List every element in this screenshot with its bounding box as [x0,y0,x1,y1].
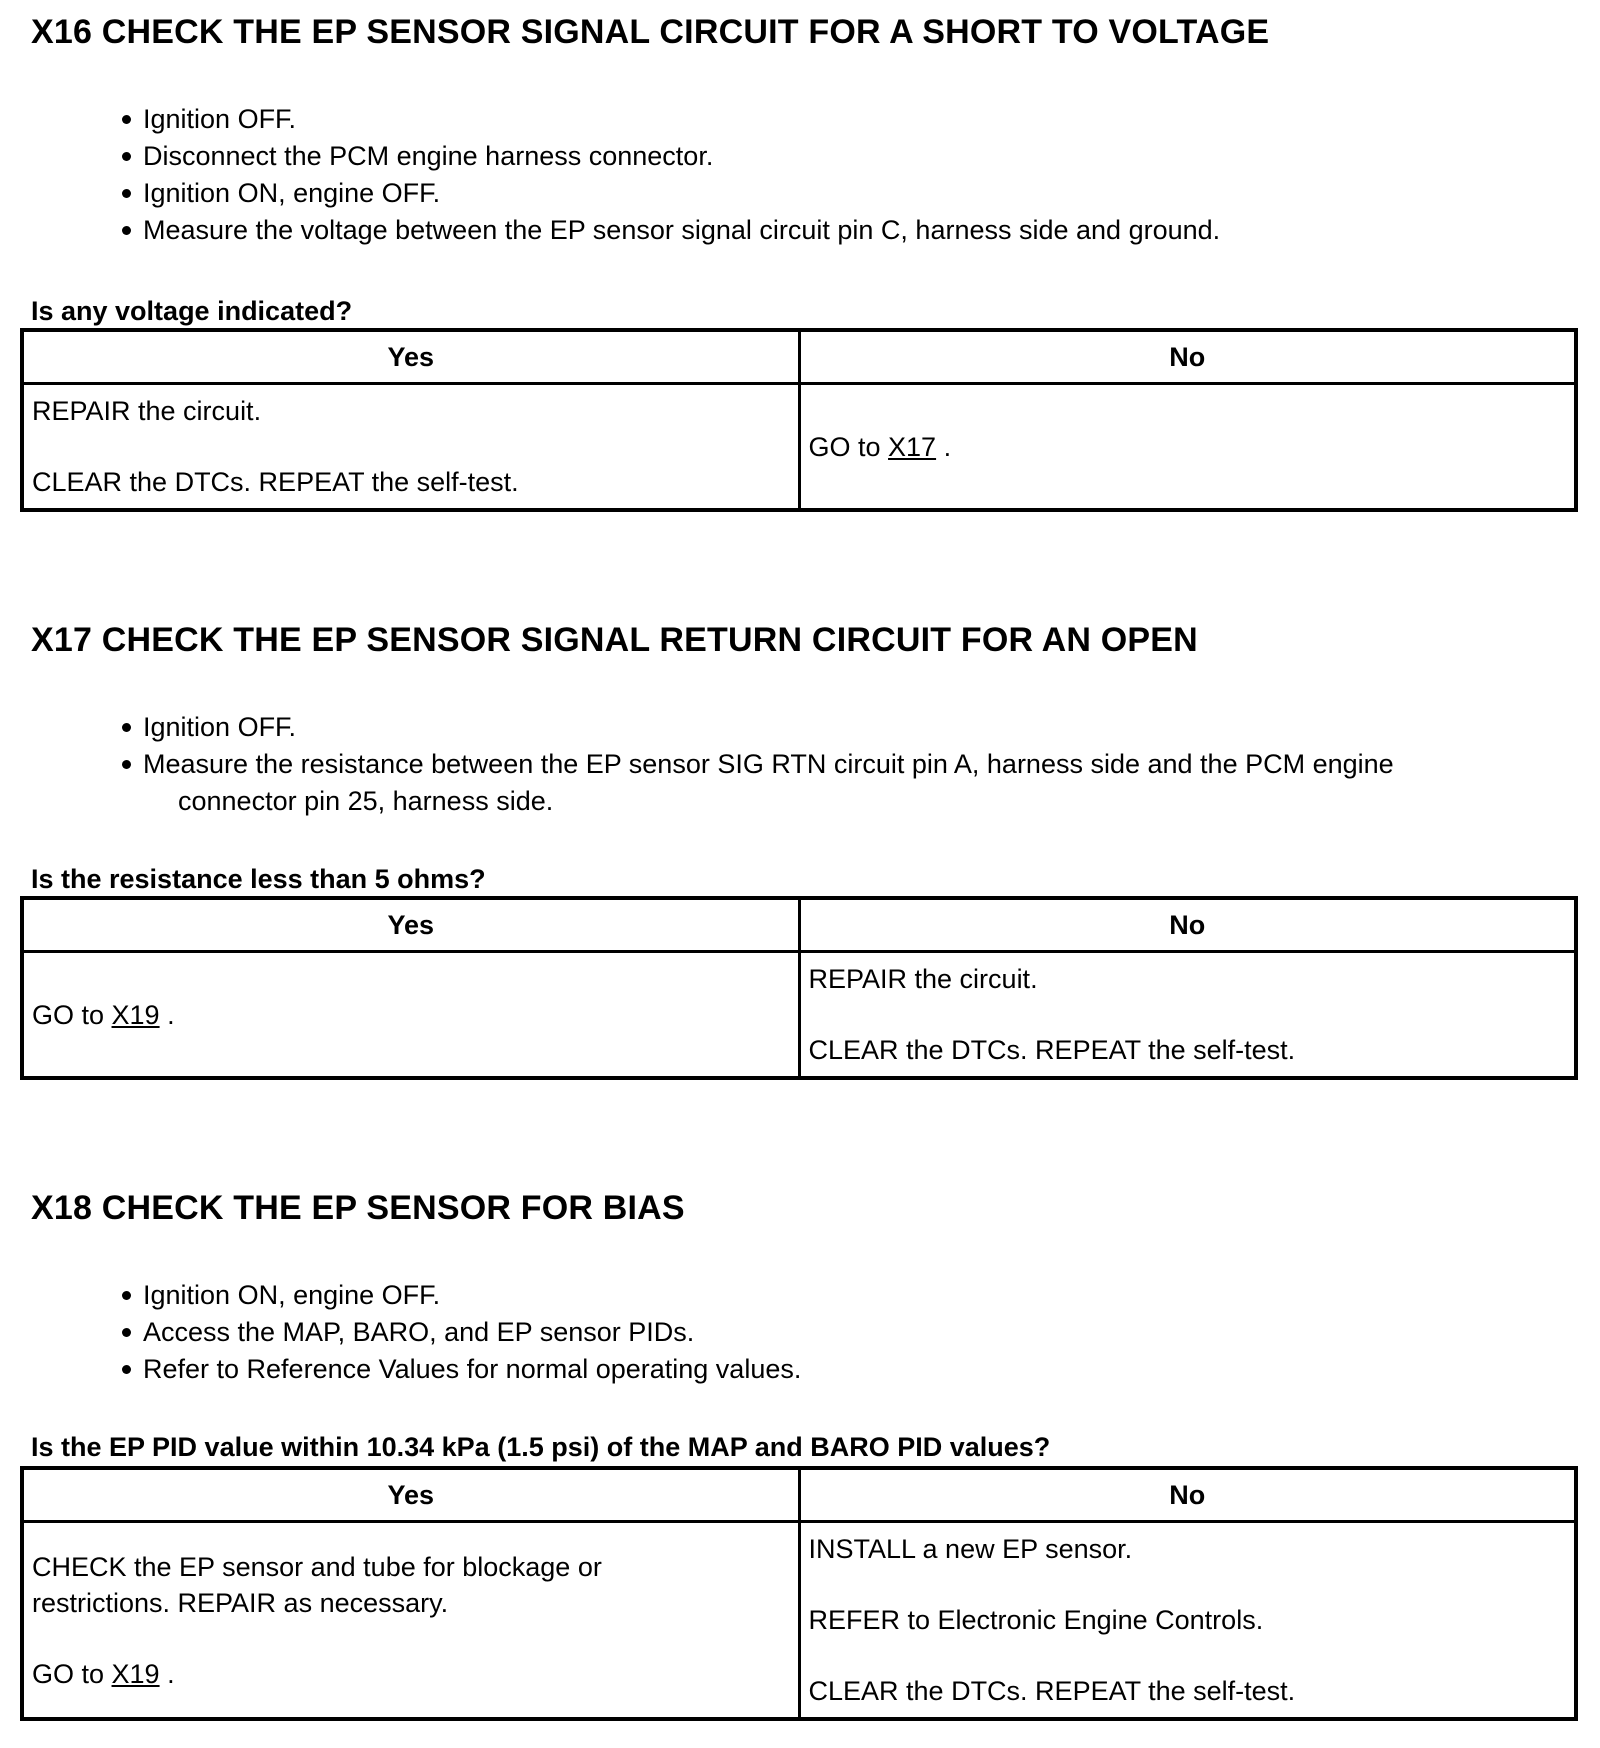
bullet-icon [122,760,131,769]
list-item: Ignition ON, engine OFF. [122,1277,801,1314]
no-text: CLEAR the DTCs. REPEAT the self-test. [808,1035,1296,1065]
list-item: Refer to Reference Values for normal operating values. [122,1351,801,1388]
list-item: Ignition OFF. [122,101,1220,138]
no-text: REPAIR the circuit. [808,964,1038,994]
list-item: Ignition OFF. [122,709,1394,746]
list-item: Ignition ON, engine OFF. [122,175,1220,212]
instruction-list [122,709,1394,820]
bullet-icon [122,1291,131,1300]
no-text: REFER to Electronic Engine Controls. [808,1605,1264,1635]
yes-header: Yes [22,898,799,952]
yes-text: GO to X19 . [32,1658,175,1689]
step-title: X16 CHECK THE EP SENSOR SIGNAL CIRCUIT FOR A SHORT TO VOLTAGE [31,13,1270,51]
yes-text: REPAIR the circuit. [32,396,262,426]
bullet-icon [122,723,131,732]
no-cell [799,1522,1576,1720]
instruction-list [122,101,1220,249]
bullet-icon [122,189,131,198]
decision-question: Is the EP PID value within 10.34 kPa (1.5 psi) of the MAP and BARO PID values? [31,1432,1051,1462]
no-header: No [799,898,1576,952]
list-item: Access the MAP, BARO, and EP sensor PIDs. [122,1314,801,1351]
no-cell [799,952,1576,1079]
bullet-icon [122,152,131,161]
decision-question: Is any voltage indicated? [31,296,353,326]
bullet-icon [122,1328,131,1337]
bullet-icon [122,1365,131,1374]
step-title: X18 CHECK THE EP SENSOR FOR BIAS [31,1189,685,1227]
no-header: No [799,1468,1576,1522]
bullet-icon [122,226,131,235]
yes-header: Yes [22,330,799,384]
decision-table [20,896,1578,1080]
instruction-list [122,1277,801,1388]
no-text: CLEAR the DTCs. REPEAT the self-test. [808,1676,1296,1706]
decision-table [20,328,1578,512]
no-cell: GO to X17 . [799,384,1576,511]
yes-text: CHECK the EP sensor and tube for blockage or restrictions. REPAIR as necessary. [32,1551,602,1618]
list-item: Measure the voltage between the EP sensor signal circuit pin C, harness side and ground. [122,212,1220,249]
yes-cell: GO to X19 . [22,952,799,1079]
step-title: X17 CHECK THE EP SENSOR SIGNAL RETURN CIRCUIT FOR AN OPEN [31,621,1198,659]
list-item: Measure the resistance between the EP sensor SIG RTN circuit pin A, harness side and the PCM engine connector pin 25, harness side. [122,746,1394,820]
no-text: INSTALL a new EP sensor. [808,1534,1133,1564]
yes-text: CLEAR the DTCs. REPEAT the self-test. [32,467,519,497]
go-to-link[interactable]: X17 [888,431,937,462]
decision-question: Is the resistance less than 5 ohms? [31,864,486,894]
yes-header: Yes [22,1468,799,1522]
decision-table [20,1466,1578,1721]
bullet-icon [122,115,131,124]
no-header: No [799,330,1576,384]
yes-cell [22,384,799,511]
list-item: Disconnect the PCM engine harness connector. [122,138,1220,175]
go-to-link[interactable]: X19 [111,999,160,1030]
go-to-link[interactable]: X19 [111,1658,160,1689]
yes-cell [22,1522,799,1720]
